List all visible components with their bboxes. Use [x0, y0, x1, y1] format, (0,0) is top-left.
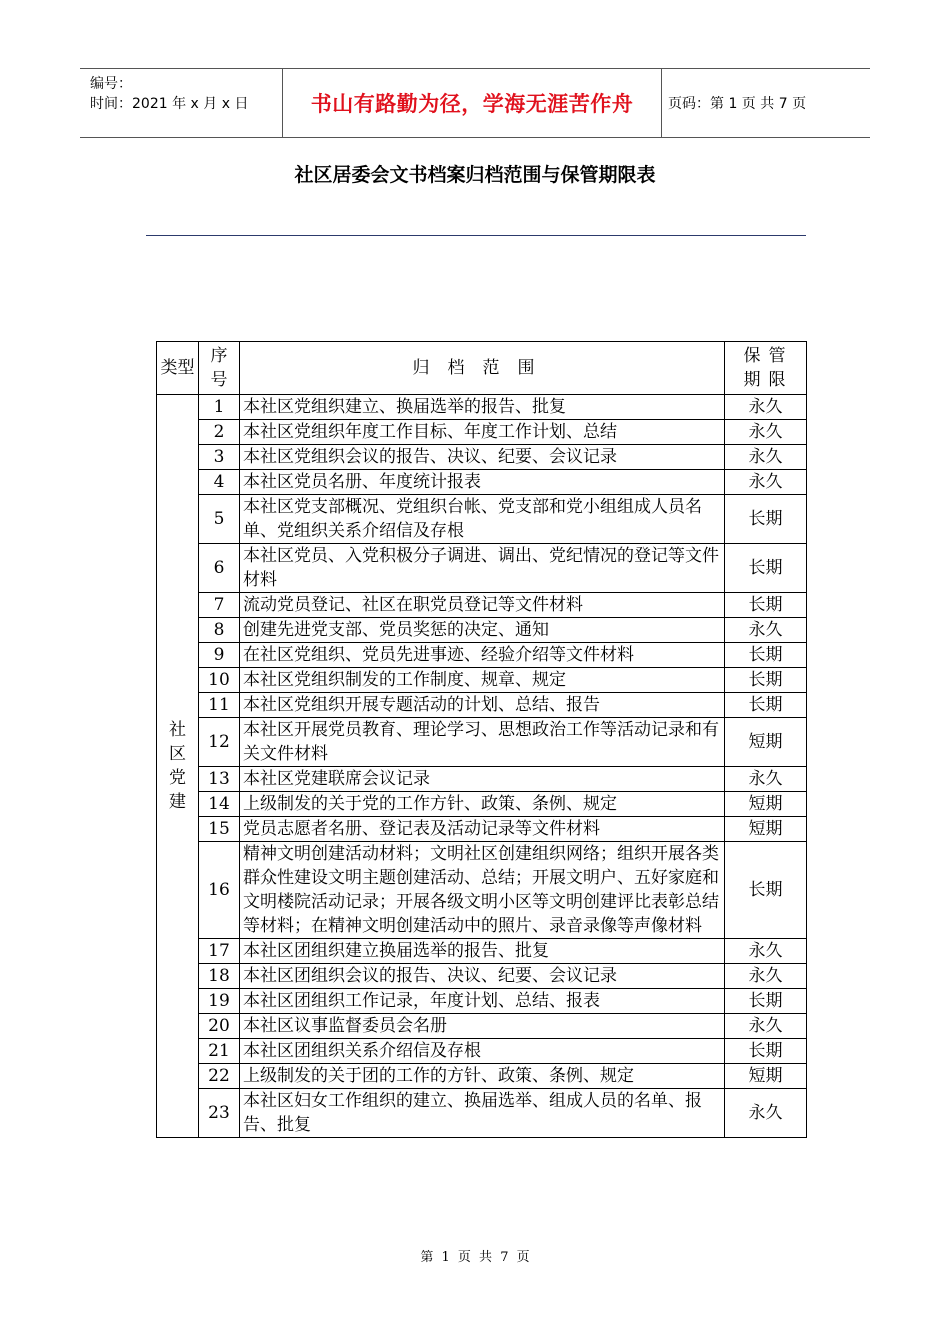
motto: 书山有路勤为径，学海无涯苦作舟 [310, 92, 634, 116]
row-term: 长期 [725, 1039, 807, 1064]
type-char: 党 [169, 768, 186, 788]
table-row [157, 643, 807, 668]
row-scope: 本社区团组织会议的报告、决议、纪要、会议记录 [240, 964, 725, 989]
row-no: 13 [199, 767, 240, 792]
row-scope: 本社区党组织建立、换届选举的报告、批复 [240, 395, 725, 420]
row-no: 11 [199, 693, 240, 718]
row-no: 8 [199, 618, 240, 643]
title-divider [146, 235, 806, 236]
row-term: 长期 [725, 668, 807, 693]
row-term: 短期 [725, 792, 807, 817]
row-scope: 本社区团组织工作记录，年度计划、总结、报表 [240, 989, 725, 1014]
table-row [157, 618, 807, 643]
table-header-row [157, 342, 807, 395]
table-row [157, 420, 807, 445]
row-no: 6 [199, 544, 240, 593]
row-term: 永久 [725, 767, 807, 792]
row-no: 12 [199, 718, 240, 767]
row-no: 3 [199, 445, 240, 470]
row-no: 7 [199, 593, 240, 618]
row-scope: 本社区议事监督委员会名册 [240, 1014, 725, 1039]
row-scope: 本社区党组织制发的工作制度、规章、规定 [240, 668, 725, 693]
row-term: 长期 [725, 989, 807, 1014]
table-row [157, 1039, 807, 1064]
row-term: 永久 [725, 1014, 807, 1039]
row-term: 长期 [725, 693, 807, 718]
type-char: 区 [169, 744, 186, 764]
row-scope: 精神文明创建活动材料；文明社区创建组织网络；组织开展各类群众性建设文明主题创建活动、总结；开展文明户、五好家庭和文明楼院活动记录；开展各级文明小区等文明创建评比表彰总结等材料；在精神文明创建活动中的照片、录音录像等声像材料 [240, 842, 725, 939]
document-title: 社区居委会文书档案归档范围与保管期限表 [294, 164, 656, 186]
type-char: 社 [169, 720, 186, 740]
row-term: 短期 [725, 718, 807, 767]
row-no: 19 [199, 989, 240, 1014]
row-term: 长期 [725, 544, 807, 593]
row-no: 5 [199, 495, 240, 544]
row-term: 永久 [725, 964, 807, 989]
table-row [157, 668, 807, 693]
code-label: 编号： [90, 76, 132, 92]
row-scope: 本社区团组织关系介绍信及存根 [240, 1039, 725, 1064]
table-row [157, 939, 807, 964]
table-row [157, 817, 807, 842]
row-term: 永久 [725, 1089, 807, 1138]
row-scope: 党员志愿者名册、登记表及活动记录等文件材料 [240, 817, 725, 842]
table-row [157, 1089, 807, 1138]
table-row [157, 1064, 807, 1089]
header-type: 类型 [157, 342, 199, 395]
table-row [157, 693, 807, 718]
row-scope: 本社区党组织会议的报告、决议、纪要、会议记录 [240, 445, 725, 470]
row-term: 长期 [725, 842, 807, 939]
header-term: 保管 期限 [725, 342, 807, 395]
table-row [157, 495, 807, 544]
row-scope: 在社区党组织、党员先进事迹、经验介绍等文件材料 [240, 643, 725, 668]
type-char: 建 [169, 792, 186, 812]
row-term: 永久 [725, 420, 807, 445]
row-no: 18 [199, 964, 240, 989]
row-scope: 本社区党支部概况、党组织台帐、党支部和党小组组成人员名单、党组织关系介绍信及存根 [240, 495, 725, 544]
page-header [80, 68, 870, 138]
header-scope: 归档范围 [240, 342, 725, 395]
row-no: 9 [199, 643, 240, 668]
row-term: 短期 [725, 1064, 807, 1089]
row-term: 永久 [725, 445, 807, 470]
page-footer: 第 1 页 共 7 页 [420, 1250, 530, 1265]
header-motto-cell [283, 69, 662, 137]
row-scope: 本社区党员、入党积极分子调进、调出、党纪情况的登记等文件材料 [240, 544, 725, 593]
table-row [157, 718, 807, 767]
table-row [157, 964, 807, 989]
row-no: 16 [199, 842, 240, 939]
table-row [157, 445, 807, 470]
type-cell [157, 395, 199, 1138]
row-scope: 本社区开展党员教育、理论学习、思想政治工作等活动记录和有关文件材料 [240, 718, 725, 767]
row-no: 17 [199, 939, 240, 964]
row-scope: 本社区党员名册、年度统计报表 [240, 470, 725, 495]
row-scope: 本社区妇女工作组织的建立、换届选举、组成人员的名单、报告、批复 [240, 1089, 725, 1138]
row-no: 14 [199, 792, 240, 817]
row-term: 永久 [725, 470, 807, 495]
row-no: 23 [199, 1089, 240, 1138]
page-info: 页码：第 1 页 共 7 页 [668, 96, 807, 112]
time-label: 时间：2021 年 x 月 x 日 [90, 96, 249, 112]
table-row [157, 544, 807, 593]
header-no: 序 号 [199, 342, 240, 395]
header-meta [80, 69, 283, 137]
table-row [157, 767, 807, 792]
row-term: 永久 [725, 618, 807, 643]
row-term: 长期 [725, 593, 807, 618]
row-no: 15 [199, 817, 240, 842]
row-no: 1 [199, 395, 240, 420]
row-term: 短期 [725, 817, 807, 842]
table-row [157, 593, 807, 618]
row-no: 10 [199, 668, 240, 693]
row-scope: 上级制发的关于团的工作的方针、政策、条例、规定 [240, 1064, 725, 1089]
row-term: 永久 [725, 395, 807, 420]
row-scope: 创建先进党支部、党员奖惩的决定、通知 [240, 618, 725, 643]
row-scope: 流动党员登记、社区在职党员登记等文件材料 [240, 593, 725, 618]
table-row [157, 989, 807, 1014]
row-no: 22 [199, 1064, 240, 1089]
row-term: 长期 [725, 495, 807, 544]
table-row [157, 395, 807, 420]
row-scope: 本社区党组织年度工作目标、年度工作计划、总结 [240, 420, 725, 445]
table-row [157, 1014, 807, 1039]
table-row [157, 842, 807, 939]
row-term: 永久 [725, 939, 807, 964]
row-no: 20 [199, 1014, 240, 1039]
row-scope: 本社区团组织建立换届选举的报告、批复 [240, 939, 725, 964]
row-scope: 上级制发的关于党的工作方针、政策、条例、规定 [240, 792, 725, 817]
row-no: 21 [199, 1039, 240, 1064]
row-no: 4 [199, 470, 240, 495]
row-term: 长期 [725, 643, 807, 668]
row-scope: 本社区党建联席会议记录 [240, 767, 725, 792]
table-row [157, 792, 807, 817]
row-scope: 本社区党组织开展专题活动的计划、总结、报告 [240, 693, 725, 718]
archive-table [156, 341, 807, 1138]
table-row [157, 470, 807, 495]
row-no: 2 [199, 420, 240, 445]
